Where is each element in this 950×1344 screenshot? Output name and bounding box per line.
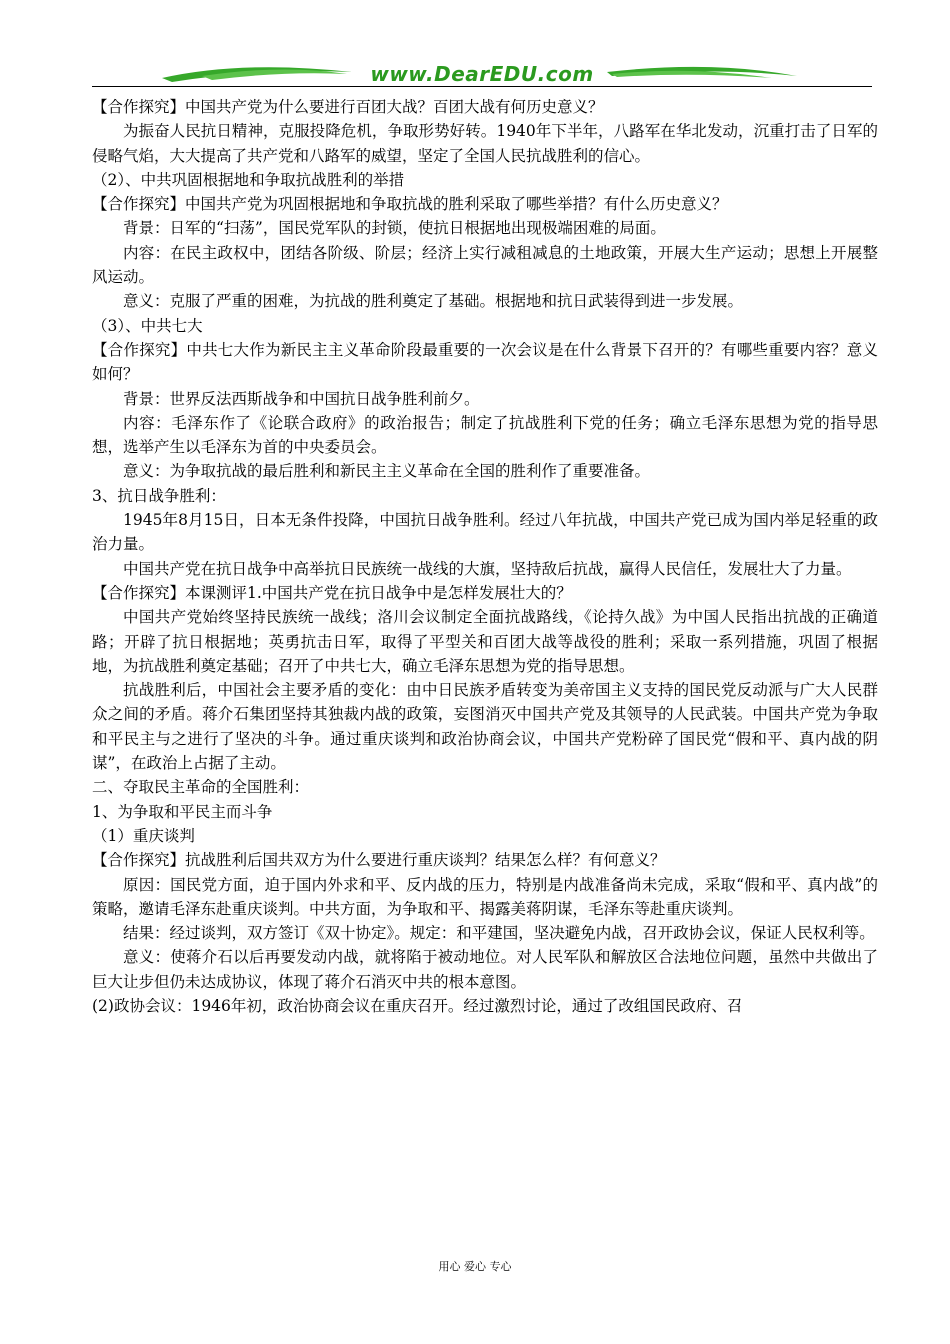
paragraph: 意义：使蒋介石以后再要发动内战，就将陷于被动地位。对人民军队和解放区合法地位问题，虽然中共做出了巨大让步但仍未达成协议，体现了蒋介石消灭中共的根本意图。 xyxy=(92,948,878,991)
paragraph: 意义：克服了严重的困难，为抗战的胜利奠定了基础。根据地和抗日武装得到进一步发展。 xyxy=(123,292,744,311)
paragraph: 1945年8月15日，日本无条件投降，中国抗日战争胜利。经过八年抗战，中国共产党已成为国内举足轻重的政治力量。 xyxy=(92,511,878,554)
paragraph: 为振奋人民抗日精神，克服投降危机，争取形势好转。1940年下半年，八路军在华北发动，沉重打击了日军的侵略气焰，大大提高了共产党和八路军的威望，坚定了全国人民抗战胜利的信心。 xyxy=(92,122,878,165)
paragraph: 结果：经过谈判，双方签订《双十协定》。规定：和平建国，坚决避免内战，召开政协会议，保证人民权利等。 xyxy=(123,924,875,943)
paragraph: 【合作探究】本课测评1.中国共产党在抗日战争中是怎样发展壮大的？ xyxy=(92,583,572,602)
page-footer: 用心 爱心 专心 xyxy=(438,1260,512,1273)
paragraph: 中国共产党在抗日战争中高举抗日民族统一战线的大旗，坚持敌后抗战，赢得人民信任，发展壮大了力量。 xyxy=(123,559,852,578)
paragraph: 抗战胜利后，中国社会主要矛盾的变化：由中日民族矛盾转变为美帝国主义支持的国民党反动派与广大人民群众之间的矛盾。蒋介石集团坚持其独裁内战的政策，妄图消灭中国共产党及其领导的人民武装。中国共产党为争取和平民主与之进行了坚决的斗争。通过重庆谈判和政治协商会议，中国共产党粉碎了国民党“假和平、真内战的阴谋”，在政治上占据了主动。 xyxy=(92,681,878,773)
paragraph: 背景：世界反法西斯战争和中国抗日战争胜利前夕。 xyxy=(123,389,480,408)
paragraph: （2）、中共巩固根据地和争取抗战胜利的举措 xyxy=(92,170,405,189)
paragraph: （3）、中共七大 xyxy=(92,316,203,335)
site-name: www.DearEDU.com xyxy=(370,62,594,86)
paragraph: （1）重庆谈判 xyxy=(92,826,195,845)
paragraph: 3、抗日战争胜利： xyxy=(92,486,226,505)
paragraph: 【合作探究】中国共产党为什么要进行百团大战？百团大战有何历史意义？ xyxy=(92,98,604,116)
paragraph: 内容：毛泽东作了《论联合政府》的政治报告；制定了抗战胜利下党的任务；确立毛泽东思想为党的指导思想，选举产生以毛泽东为首的中央委员会。 xyxy=(92,413,878,457)
paragraph: 内容：在民主政权中，团结各阶级、阶层；经济上实行减租减息的土地政策，开展大生产运动；思想上开展整风运动。 xyxy=(92,243,878,287)
paragraph: 二、夺取民主革命的全国胜利： xyxy=(92,778,310,797)
paragraph: 原因：国民党方面，迫于国内外求和平、反内战的压力，特别是内战准备尚未完成，采取“假和平、真内战”的策略，邀请毛泽东赴重庆谈判。中共方面，为争取和平、揭露美蒋阴谋，毛泽东等赴重庆谈判。 xyxy=(92,875,878,918)
paragraph: 【合作探究】中国共产党为巩固根据地和争取抗战的胜利采取了哪些举措？有什么历史意义？ xyxy=(92,195,728,214)
paragraph: 【合作探究】抗战胜利后国共双方为什么要进行重庆谈判？结果怎么样？有何意义？ xyxy=(92,851,666,870)
paragraph: 背景：日军的“扫荡”，国民党军队的封锁，使抗日根据地出现极端困难的局面。 xyxy=(123,219,666,238)
paragraph: 【合作探究】中共七大作为新民主主义革命阶段最重要的一次会议是在什么背景下召开的？有哪些重要内容？意义如何？ xyxy=(92,340,878,384)
paragraph: (2)政协会议：1946年初，政治协商会议在重庆召开。经过激烈讨论，通过了改组国民政府、召 xyxy=(92,996,743,1015)
site-logo xyxy=(92,58,872,86)
paragraph: 1、为争取和平民主而斗争 xyxy=(92,802,273,821)
header-divider xyxy=(92,86,872,87)
paragraph: 意义：为争取抗战的最后胜利和新民主主义革命在全国的胜利作了重要准备。 xyxy=(123,462,651,481)
page-header xyxy=(92,58,872,88)
document-body xyxy=(92,95,878,1018)
paragraph: 中国共产党始终坚持民族统一战线；洛川会议制定全面抗战路线，《论持久战》为中国人民指出抗战的正确道路；开辟了抗日根据地；英勇抗击日军，取得了平型关和百团大战等战役的胜利；采取一系列措施，巩固了根据地，为抗战胜利奠定基础；召开了中共七大，确立毛泽东思想为党的指导思想。 xyxy=(92,608,878,675)
